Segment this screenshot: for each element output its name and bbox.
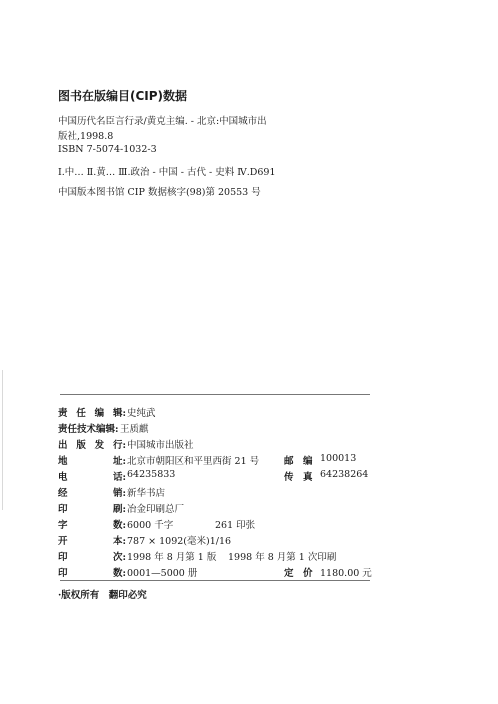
cip-title: 图书在版编目(CIP)数据	[58, 89, 188, 103]
divider-top	[60, 394, 370, 395]
cip-line-isbn: ISBN 7-5074-1032-3	[58, 144, 157, 155]
fax-value: 64238264	[320, 469, 369, 480]
credit-label: 开 本:	[58, 536, 126, 547]
credit-label: 责任技术编辑:	[58, 424, 119, 435]
copyright-notice: ·版权所有 翻印必究	[58, 590, 147, 601]
credit-row-format	[58, 533, 378, 547]
credit-row-printrun	[58, 565, 378, 579]
credit-value: 0001—5000 册	[127, 568, 198, 579]
cip-line-title: 中国历代名臣言行录/黄克主编. - 北京:中国城市出	[58, 116, 267, 127]
credit-value: 6000 千字	[127, 520, 174, 531]
credit-label: 地 址:	[58, 456, 126, 467]
credit-label: 字 数:	[58, 520, 126, 531]
price-label: 定 价	[284, 568, 313, 579]
credit-value: 北京市朝阳区和平里西街 21 号	[127, 456, 260, 467]
credit-value: 王质麒	[120, 424, 149, 435]
cip-line-catalog: 中国版本图书馆 CIP 数据核字(98)第 20553 号	[58, 187, 261, 198]
price-value: 1180.00 元	[320, 568, 372, 579]
credit-label: 印 次:	[58, 552, 126, 563]
page-edge-line	[2, 370, 3, 510]
credit-label: 经 销:	[58, 488, 126, 499]
postcode-value: 100013	[320, 453, 357, 464]
credit-row-edition	[58, 549, 378, 563]
credit-value: 1998 年 8 月第 1 版	[127, 552, 217, 563]
credit-label: 责 任 编 辑:	[58, 408, 126, 419]
credit-row-phone	[58, 469, 378, 483]
credit-label: 电 话:	[58, 472, 126, 483]
credit-row-tech-editor	[58, 421, 378, 435]
postcode-label: 邮 编	[284, 456, 313, 467]
credit-value: 新华书店	[127, 488, 166, 499]
credit-row-distributor	[58, 485, 378, 499]
credit-row-address	[58, 453, 378, 467]
credit-label: 出 版 发 行:	[58, 440, 126, 451]
credit-label: 印 数:	[58, 568, 126, 579]
cip-line-publisher: 版社,1998.8	[58, 131, 114, 142]
credit-row-publisher	[58, 437, 378, 451]
credit-value: 64235833	[127, 469, 176, 480]
credit-label: 印 刷:	[58, 504, 126, 515]
credit-row-wordcount	[58, 517, 378, 531]
credit-row-printer	[58, 501, 378, 515]
divider-bottom	[60, 580, 370, 581]
sheet-count: 261 印张	[215, 520, 256, 531]
cip-line-subjects: Ⅰ.中… Ⅱ.黄… Ⅲ.政治 - 中国 - 古代 - 史料 Ⅳ.D691	[58, 167, 276, 178]
fax-label: 传 真	[284, 472, 313, 483]
credit-value: 史纯武	[127, 408, 156, 419]
credit-row-editor	[58, 405, 378, 419]
credit-value: 冶金印刷总厂	[127, 504, 185, 515]
credit-value: 中国城市出版社	[127, 440, 194, 451]
credit-value: 787 × 1092(毫米)1/16	[127, 536, 232, 547]
print-date: 1998 年 8 月第 1 次印刷	[228, 552, 337, 563]
